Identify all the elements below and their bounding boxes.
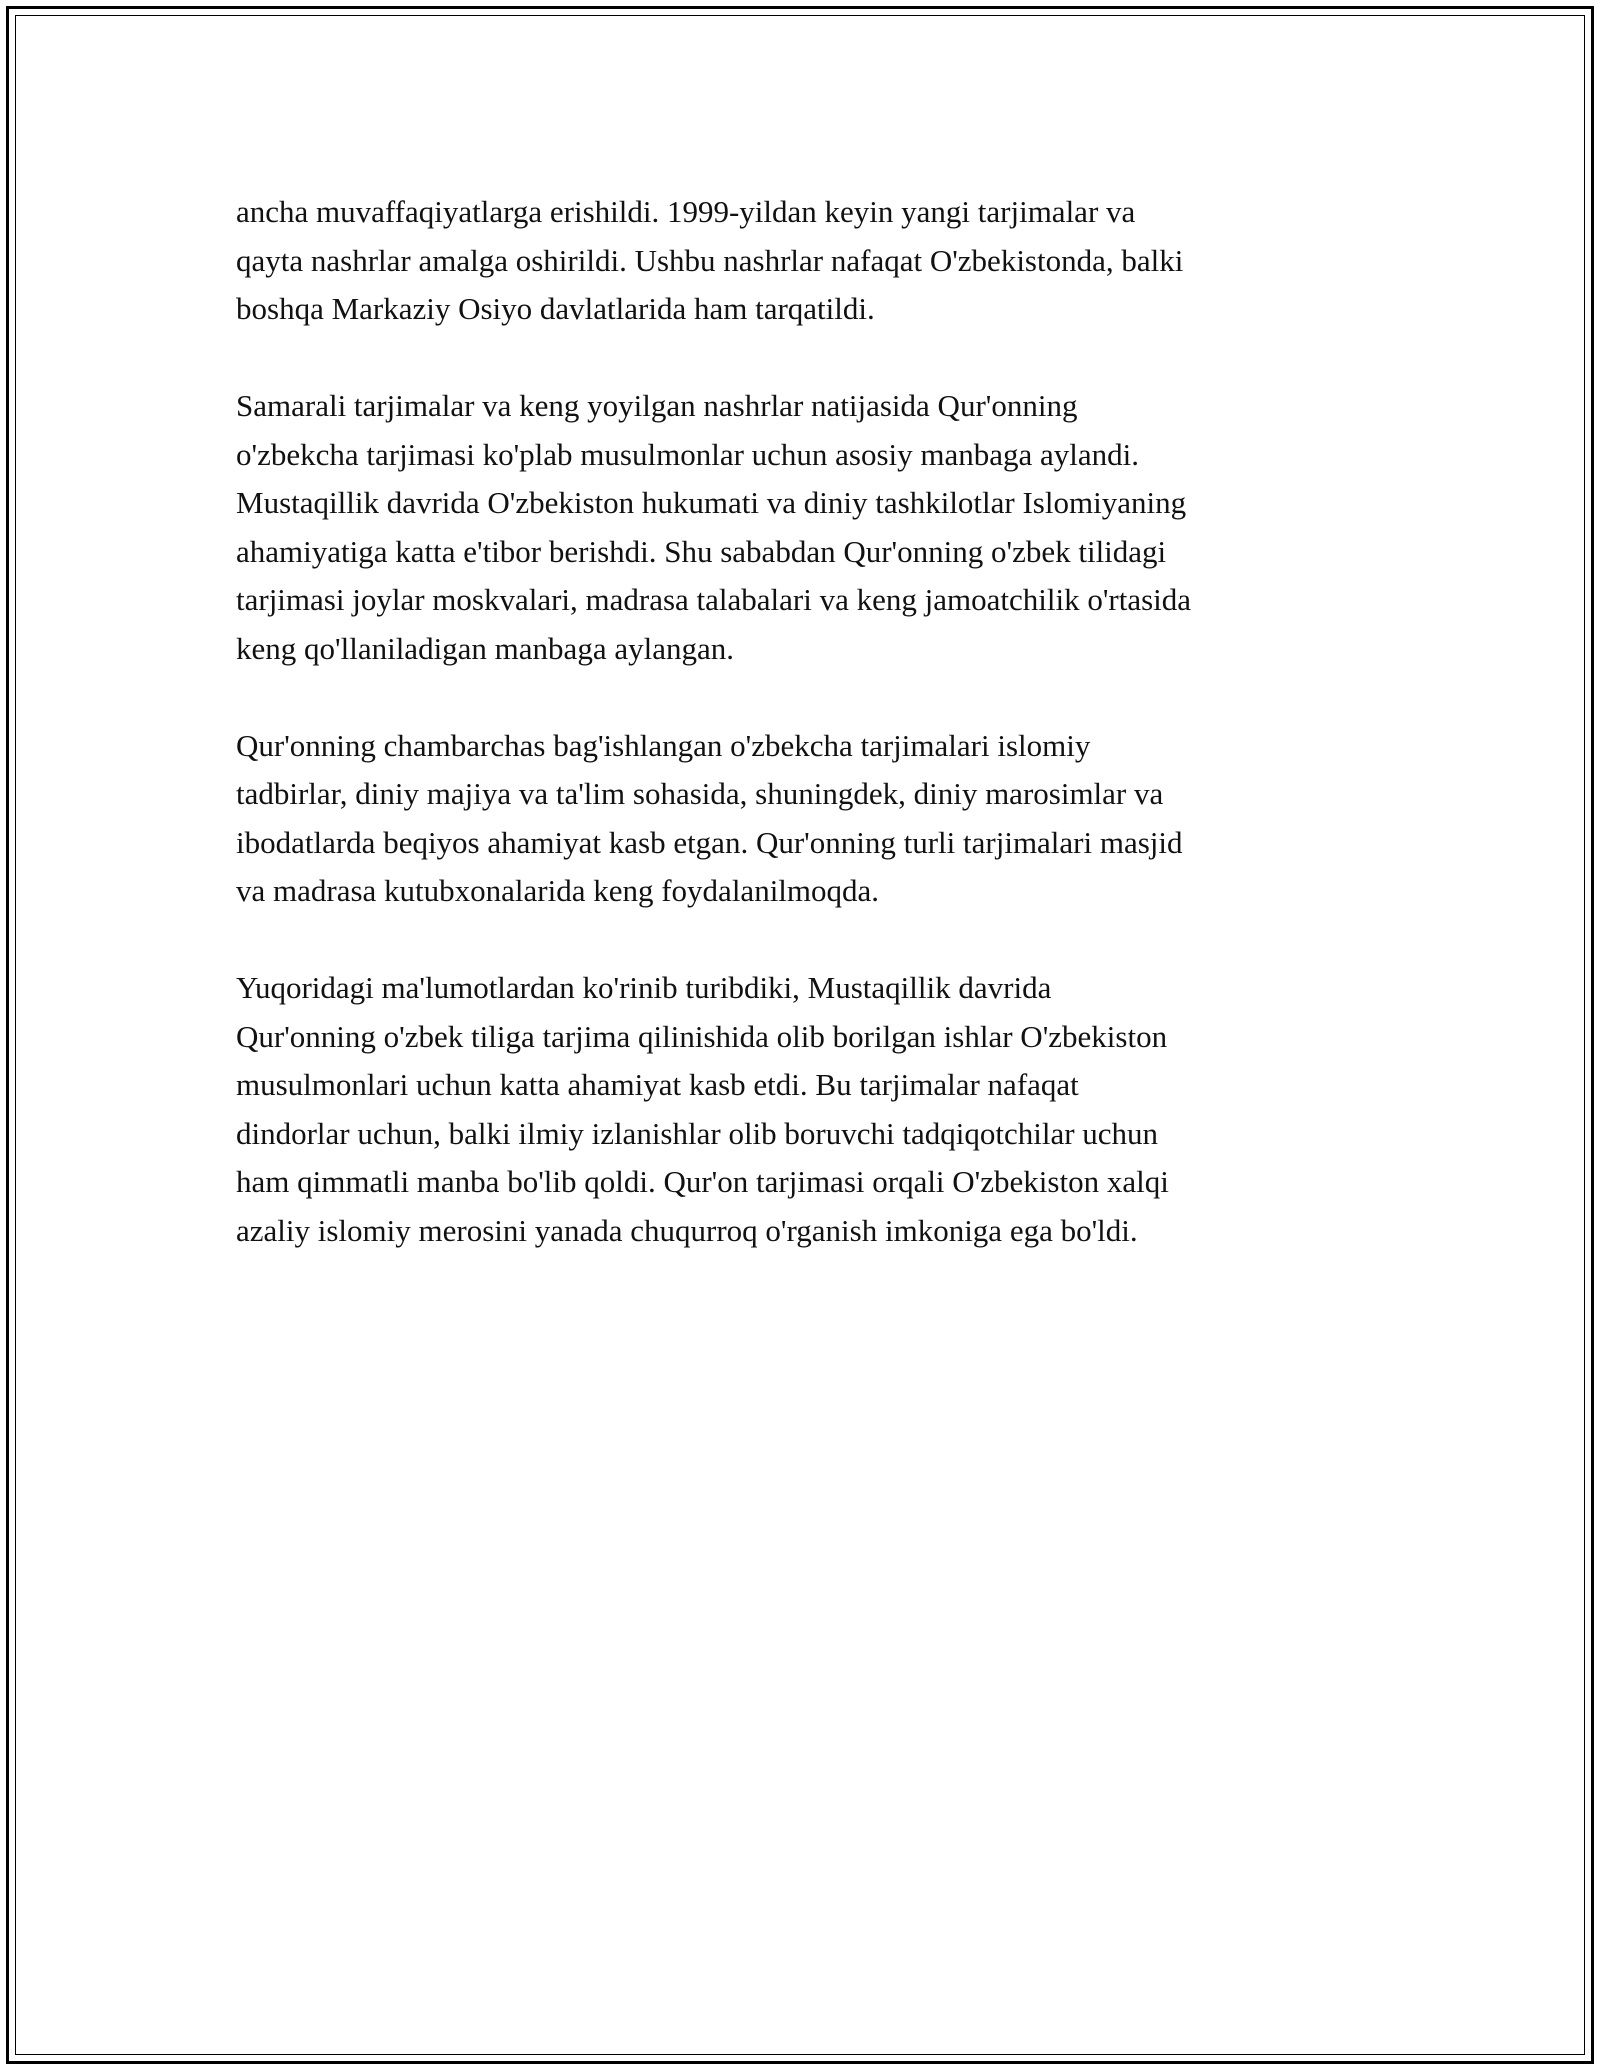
text-line: ahamiyatiga katta e'tibor berishdi. Shu sababdan Qur'onning o'zbek tilidagi xyxy=(236,533,1167,569)
text-line: azaliy islomiy merosini yanada chuqurroq o'rganish imkoniga ega bo'ldi. xyxy=(236,1212,1138,1248)
paragraph-3 xyxy=(236,722,1376,916)
text-line: Samarali tarjimalar va keng yoyilgan nashrlar natijasida Qur'onning xyxy=(236,388,1078,423)
paragraph-2 xyxy=(236,382,1376,673)
text-line: ancha muvaffaqiyatlarga erishildi. 1999-yildan keyin yangi tarjimalar va xyxy=(236,194,1136,229)
text-line: ham qimmatli manba bo'lib qoldi. Qur'on tarjimasi orqali O'zbekiston xalqi xyxy=(236,1164,1169,1199)
text-line: Qur'onning chambarchas bag'ishlangan o'zbekcha tarjimalari islomiy xyxy=(236,727,1091,763)
text-line: Yuqoridagi ma'lumotlardan ko'rinib turibdiki, Mustaqillik davrida xyxy=(236,970,1052,1005)
text-line: tadbirlar, diniy majiya va ta'lim sohasida, shuningdek, diniy marosimlar va xyxy=(236,776,1164,811)
text-line: ibodatlarda beqiyos ahamiyat kasb etgan. Qur'onning turli tarjimalari masjid xyxy=(236,824,1183,860)
text-line: musulmonlari uchun katta ahamiyat kasb etdi. Bu tarjimalar nafaqat xyxy=(236,1067,1079,1102)
text-line: qayta nashrlar amalga oshirildi. Ushbu nashrlar nafaqat O'zbekistonda, balki xyxy=(236,242,1184,278)
text-line: boshqa Markaziy Osiyo davlatlarida ham tarqatildi. xyxy=(236,291,875,326)
text-line: dindorlar uchun, balki ilmiy izlanishlar olib boruvchi tadqiqotchilar uchun xyxy=(236,1115,1159,1151)
paragraph-1 xyxy=(236,188,1376,334)
text-line: keng qo'llaniladigan manbaga aylangan. xyxy=(236,630,734,666)
text-line: Qur'onning o'zbek tiliga tarjima qilinishida olib borilgan ishlar O'zbekiston xyxy=(236,1018,1168,1054)
document-body xyxy=(236,188,1376,1304)
text-line: Mustaqillik davrida O'zbekiston hukumati va diniy tashkilotlar Islomiyaning xyxy=(236,485,1187,520)
paragraph-4 xyxy=(236,964,1376,1255)
text-line: tarjimasi joylar moskvalari, madrasa talabalari va keng jamoatchilik o'rtasida xyxy=(236,582,1192,617)
text-line: va madrasa kutubxonalarida keng foydalanilmoqda. xyxy=(236,873,880,908)
text-line: o'zbekcha tarjimasi ko'plab musulmonlar uchun asosiy manbaga aylandi. xyxy=(236,436,1140,472)
